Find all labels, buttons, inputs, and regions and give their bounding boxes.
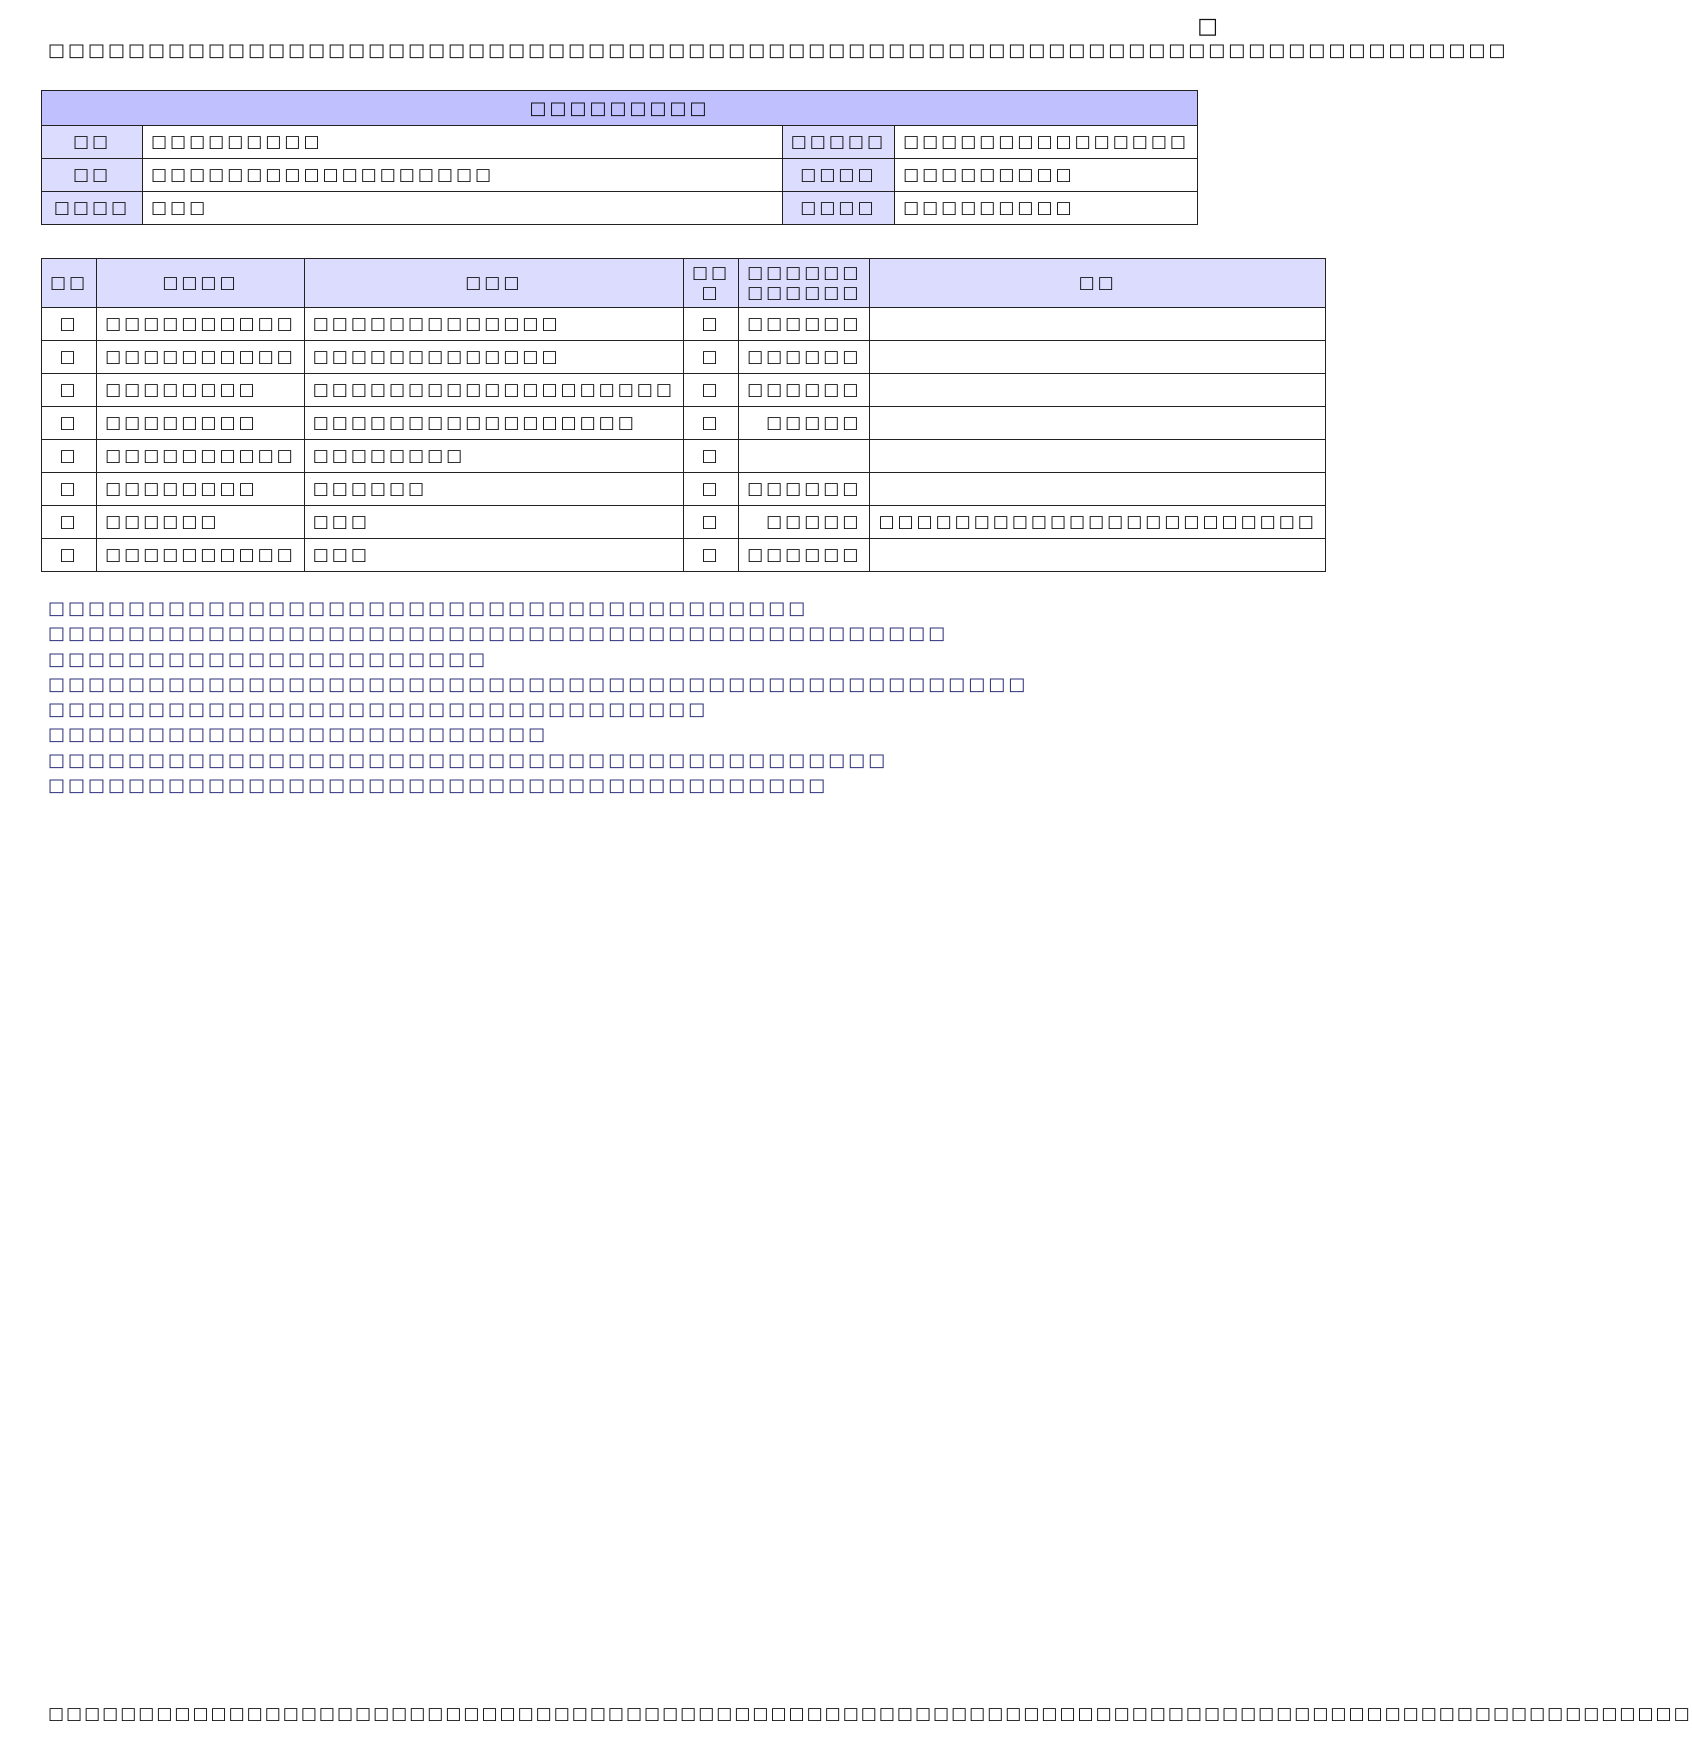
- cell-no: □: [42, 506, 97, 539]
- cell-type: □□□□□□: [304, 473, 683, 506]
- info-value-right: □□□□□□□□□: [895, 159, 1198, 192]
- table-row: [42, 539, 1326, 572]
- note-line: □□□□□□□□□□□□□□□□□□□□□□□□□□□□□□□□□□□□□□□□□□: [48, 749, 889, 771]
- cell-flag: □: [683, 308, 738, 341]
- cell-type: □□□□□□□□□□□□□: [304, 308, 683, 341]
- cell-note: [870, 473, 1325, 506]
- cell-date: □□□□□□□□□□: [97, 440, 305, 473]
- cell-flag: □: [683, 539, 738, 572]
- table-row: [42, 341, 1326, 374]
- info-label-right: □□□□: [782, 159, 894, 192]
- cell-flag: □: [683, 407, 738, 440]
- note-line: □□□□□□□□□□□□□□□□□□□□□□: [48, 648, 489, 670]
- cell-type: □□□: [304, 506, 683, 539]
- cell-type: □□□□□□□□: [304, 440, 683, 473]
- info-label: □□: [42, 159, 143, 192]
- info-value-right: □□□□□□□□□: [895, 192, 1198, 225]
- cell-amount: □□□□□: [739, 506, 870, 539]
- notes-block: [48, 596, 1180, 798]
- info-table-heading-row: [42, 91, 1198, 126]
- cell-flag: □: [683, 341, 738, 374]
- table-row: [42, 506, 1326, 539]
- cell-date: □□□□□□: [97, 506, 305, 539]
- cell-flag: □: [683, 473, 738, 506]
- cell-no: □: [42, 308, 97, 341]
- info-table: [41, 90, 1198, 225]
- cell-note: [870, 341, 1325, 374]
- info-value: □□□□□□□□□□□□□□□□□□: [143, 159, 783, 192]
- cell-amount: □□□□□□: [739, 308, 870, 341]
- items-table: [41, 258, 1326, 572]
- cell-type: □□□□□□□□□□□□□□□□□□□: [304, 374, 683, 407]
- cell-flag: □: [683, 506, 738, 539]
- page-corner-mark: □: [1197, 14, 1220, 39]
- note-line: □□□□□□□□□□□□□□□□□□□□□□□□□□□□□□□□□□□□□□□: [48, 775, 829, 797]
- info-value: □□□: [143, 192, 783, 225]
- table-row: [42, 374, 1326, 407]
- cell-date: □□□□□□□□: [97, 473, 305, 506]
- cell-type: □□□: [304, 539, 683, 572]
- cell-amount: □□□□□□: [739, 539, 870, 572]
- cell-type: □□□□□□□□□□□□□: [304, 341, 683, 374]
- cell-date: □□□□□□□□□□: [97, 341, 305, 374]
- info-label-right: □□□□□: [782, 126, 894, 159]
- document-title: □□□□□□□□□□□□□□□□□□□□□□□□□□□□□□□□□□□□□□□□□□□□□□□□□□□□□□□□□□□□□□□□□□□□□□□□□: [48, 40, 1509, 61]
- items-header-row: [42, 259, 1326, 308]
- cell-type: □□□□□□□□□□□□□□□□□: [304, 407, 683, 440]
- info-label: □□: [42, 126, 143, 159]
- note-line: □□□□□□□□□□□□□□□□□□□□□□□□□□□□□□□□□□□□□□□□□□□□□: [48, 623, 949, 645]
- cell-date: □□□□□□□□: [97, 374, 305, 407]
- cell-no: □: [42, 407, 97, 440]
- note-line: □□□□□□□□□□□□□□□□□□□□□□□□□: [48, 724, 549, 746]
- cell-no: □: [42, 473, 97, 506]
- table-row: [42, 440, 1326, 473]
- header-date: □□□□: [97, 259, 305, 308]
- cell-note: □□□□□□□□□□□□□□□□□□□□□□□: [870, 506, 1325, 539]
- cell-note: [870, 308, 1325, 341]
- cell-flag: □: [683, 374, 738, 407]
- cell-no: □: [42, 374, 97, 407]
- note-line: □□□□□□□□□□□□□□□□□□□□□□□□□□□□□□□□□□□□□□□□□□□□□□□□□: [48, 673, 1029, 695]
- cell-amount: □□□□□□: [739, 341, 870, 374]
- header-flag: □□ □: [683, 259, 738, 308]
- header-amount: □□□□□□ □□□□□□: [739, 259, 870, 308]
- header-no: □□: [42, 259, 97, 308]
- header-note: □□: [870, 259, 1325, 308]
- note-line: □□□□□□□□□□□□□□□□□□□□□□□□□□□□□□□□□: [48, 699, 709, 721]
- table-row: [42, 407, 1326, 440]
- cell-note: [870, 539, 1325, 572]
- cell-note: [870, 407, 1325, 440]
- info-row: [42, 159, 1198, 192]
- info-row: [42, 126, 1198, 159]
- cell-note: [870, 374, 1325, 407]
- cell-no: □: [42, 341, 97, 374]
- info-label: □□□□: [42, 192, 143, 225]
- info-row: [42, 192, 1198, 225]
- table-row: [42, 473, 1326, 506]
- header-type: □□□: [304, 259, 683, 308]
- cell-date: □□□□□□□□□□: [97, 539, 305, 572]
- note-line: □□□□□□□□□□□□□□□□□□□□□□□□□□□□□□□□□□□□□□: [48, 598, 809, 619]
- info-label-right: □□□□: [782, 192, 894, 225]
- cell-flag: □: [683, 440, 738, 473]
- cell-no: □: [42, 440, 97, 473]
- cell-no: □: [42, 539, 97, 572]
- cell-date: □□□□□□□□□□: [97, 308, 305, 341]
- cell-date: □□□□□□□□: [97, 407, 305, 440]
- page-footer: □□□□□□□□□□□□□□□□□□□□□□□□□□□□□□□□□□□□□□□□□□□□□□□□□□□□□□□□□□□□□□□□□□□□□□□□□□□□□□□□□□□□□□□□□□□: [48, 1704, 1692, 1724]
- cell-note: [870, 440, 1325, 473]
- info-table-heading: □□□□□□□□□: [42, 91, 1198, 126]
- cell-amount: □□□□□□: [739, 473, 870, 506]
- cell-amount: [739, 440, 870, 473]
- info-value-right: □□□□□□□□□□□□□□□: [895, 126, 1198, 159]
- cell-amount: □□□□□: [739, 407, 870, 440]
- cell-amount: □□□□□□: [739, 374, 870, 407]
- table-row: [42, 308, 1326, 341]
- info-value: □□□□□□□□□: [143, 126, 783, 159]
